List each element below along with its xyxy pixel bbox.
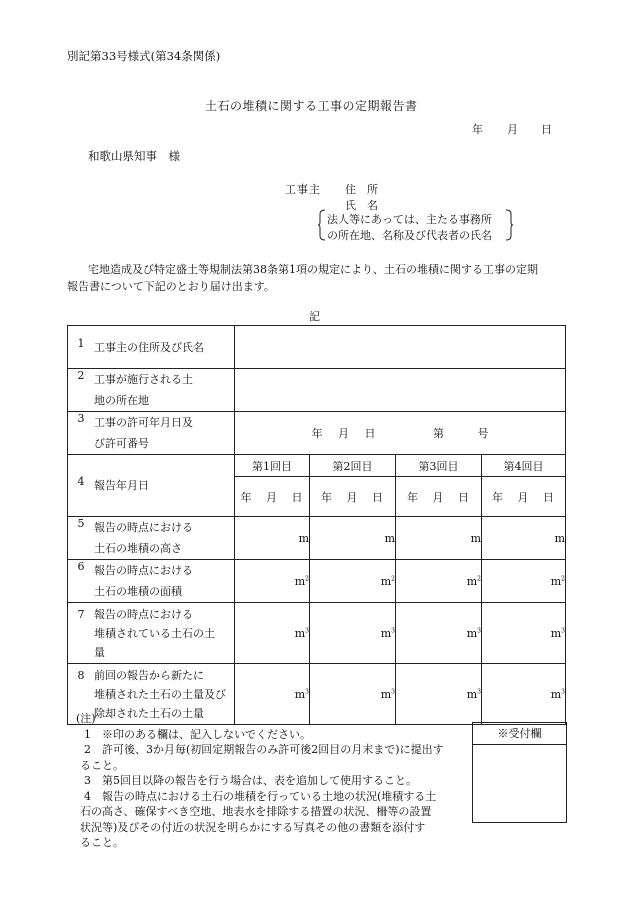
note-4b: 石の高さ、確保すべき空地、地表水を排除する措置の状況、柵等の設置 [80, 805, 432, 818]
note-3: 3 第5回目以降の報告を行う場合は、表を追加して使用すること。 [84, 774, 417, 787]
row-label-line1: 工事の許可年月日及 [94, 416, 193, 429]
table-row [68, 326, 566, 369]
unit-sup: 3 [561, 687, 565, 695]
address-label: 住 所 [345, 183, 378, 196]
unit-sup: 3 [305, 687, 309, 695]
row-number: 1 [77, 336, 85, 350]
ymd-year: 年 [407, 490, 419, 504]
area-cell[interactable] [482, 560, 566, 603]
row-label-line2: 土石の堆積の面積 [94, 585, 182, 598]
unit-m: m [466, 574, 478, 588]
volume-cell[interactable] [235, 603, 310, 664]
row-label-line1: 報告の時点における [94, 521, 193, 534]
right-bracket [505, 209, 513, 241]
unit-m: m [550, 626, 562, 640]
row-label-line3: 量 [94, 645, 105, 659]
row-label [68, 369, 235, 412]
report-table [67, 325, 566, 725]
notes-section [76, 711, 470, 851]
height-cell[interactable] [235, 517, 310, 560]
report-col-2: 第2回目 [310, 455, 396, 477]
ymd-day: 日 [372, 490, 384, 504]
height-cell[interactable] [482, 517, 566, 560]
date-day: 日 [541, 123, 552, 136]
unit-m: m [470, 531, 481, 545]
unit-sup: 3 [391, 626, 395, 634]
row-number: 5 [77, 517, 85, 530]
row-label-line2: 堆積されている土石の土 [94, 626, 215, 640]
applicant-role: 工事主 [285, 183, 321, 196]
unit-m: m [294, 574, 306, 588]
form-label: 別記第33号様式(第34条関係) [67, 49, 221, 63]
permit-date-number-cell[interactable] [235, 412, 566, 455]
unit-m: m [298, 531, 309, 545]
table-row [68, 412, 566, 455]
table-row [68, 369, 566, 412]
table-row [68, 455, 566, 477]
ymd-month: 月 [266, 490, 278, 504]
ymd-year: 年 [240, 490, 253, 504]
permit-number-suffix: 号 [477, 427, 489, 440]
ymd-month: 月 [432, 490, 445, 504]
unit-sup: 3 [391, 687, 395, 695]
table-row [68, 517, 566, 560]
ymd-year: 年 [321, 490, 333, 504]
unit-sup: 2 [305, 574, 309, 582]
row-label-line1: 工事主の住所及び氏名 [94, 340, 204, 354]
row-number: 3 [77, 412, 85, 425]
report-col-4: 第4回目 [482, 455, 566, 477]
unit-sup: 3 [305, 626, 309, 634]
row-label-line1: 報告年月日 [94, 479, 149, 492]
document-title: 土石の堆積に関する工事の定期報告書 [205, 99, 418, 113]
area-cell[interactable] [235, 560, 310, 603]
receipt-label: ※受付欄 [473, 723, 566, 745]
note-2b: ること。 [80, 758, 124, 772]
site-location-cell[interactable] [235, 369, 566, 412]
permit-year: 年 [311, 427, 323, 440]
corporate-note-line1: 法人等にあっては、主たる事務所 [327, 213, 492, 226]
unit-m: m [294, 687, 306, 701]
unit-m: m [380, 626, 392, 640]
unit-sup: 2 [561, 574, 565, 582]
unit-m: m [294, 626, 306, 640]
row-label [68, 326, 235, 369]
row-label [68, 603, 235, 664]
row-label-line2: 堆積された土石の土量及び [94, 687, 226, 701]
area-cell[interactable] [396, 560, 482, 603]
report-date-4[interactable] [482, 477, 566, 517]
report-col-1: 第1回目 [235, 455, 310, 477]
unit-sup: 3 [477, 626, 481, 634]
row-label-line1: 報告の時点における [94, 607, 193, 621]
unit-m: m [384, 531, 395, 545]
report-date-1[interactable] [235, 477, 310, 517]
row-label-line1: 工事が施行される土 [94, 373, 193, 386]
row-label-line2: び許可番号 [94, 437, 149, 450]
permit-month: 月 [338, 427, 349, 440]
body-text-line1: 宅地造成及び特定盛土等規制法第38条第1項の規定により、土石の堆積に関する工事の定期 [88, 263, 538, 276]
height-cell[interactable] [310, 517, 396, 560]
unit-sup: 3 [477, 687, 481, 695]
row-number: 6 [77, 560, 85, 573]
report-date-3[interactable] [396, 477, 482, 517]
unit-sup: 2 [391, 574, 395, 582]
note-2a: 2 許可後、3か月毎(初回定期報告のみ許可後2回目の月末まで)に提出す [84, 743, 444, 756]
note-4a: 4 報告の時点における土石の堆積を行っている土地の状況(堆積する土 [84, 789, 437, 803]
row-number: 4 [77, 475, 85, 488]
report-date-2[interactable] [310, 477, 396, 517]
unit-m: m [554, 531, 565, 545]
ymd-day: 日 [543, 490, 555, 504]
row-label [68, 412, 235, 455]
row-label [68, 455, 235, 517]
left-bracket [318, 209, 326, 241]
unit-sup: 2 [477, 574, 481, 582]
unit-m: m [380, 574, 392, 588]
row-number: 7 [77, 607, 85, 621]
change-volume-cell[interactable] [482, 664, 566, 725]
unit-m: m [466, 687, 478, 701]
note-4d: ること。 [80, 836, 124, 849]
ymd-day: 日 [458, 490, 470, 504]
unit-m: m [550, 574, 562, 588]
row-label-line1: 報告の時点における [94, 564, 193, 577]
body-text-line2: 報告書について下記のとおり届け出ます。 [67, 280, 275, 293]
row-label [68, 517, 235, 560]
date-year: 年 [472, 123, 483, 136]
height-cell[interactable] [396, 517, 482, 560]
applicant-address-name-cell[interactable] [235, 326, 566, 369]
row-label-line3: 除却された土石の土量 [94, 706, 204, 720]
name-label: 氏 名 [345, 199, 378, 212]
date-month: 月 [507, 123, 518, 136]
notes-heading: (注) [76, 712, 96, 725]
ymd-year: 年 [492, 490, 504, 504]
row-label-line2: 地の所在地 [94, 394, 149, 407]
volume-cell[interactable] [396, 603, 482, 664]
ymd-day: 日 [291, 490, 304, 504]
unit-m: m [550, 687, 562, 701]
permit-day: 日 [364, 427, 376, 440]
table-row [68, 560, 566, 603]
unit-m: m [380, 687, 392, 701]
ki-heading: 記 [309, 310, 320, 323]
ymd-month: 月 [346, 490, 359, 504]
note-4c: 状況等)及びその付近の状況を明らかにする写真その他の書類を添付す [80, 820, 426, 834]
row-label-line1: 前回の報告から新たに [94, 668, 204, 682]
row-label-line2: 土石の堆積の高さ [94, 542, 182, 555]
table-row [68, 603, 566, 664]
report-col-3: 第3回目 [396, 455, 482, 477]
addressee: 和歌山県知事 様 [88, 149, 180, 163]
note-1: 1 ※印のある欄は、記入しないでください。 [84, 727, 311, 741]
row-number: 2 [77, 369, 85, 382]
row-label [68, 560, 235, 603]
area-cell[interactable] [310, 560, 396, 603]
row-number: 8 [77, 668, 85, 682]
corporate-note-line2: の所在地、名称及び代表者の氏名 [327, 229, 492, 242]
ymd-month: 月 [517, 490, 530, 504]
receipt-box [472, 722, 567, 823]
unit-sup: 3 [561, 626, 565, 634]
volume-cell[interactable] [482, 603, 566, 664]
permit-number-prefix: 第 [433, 427, 444, 440]
unit-m: m [466, 626, 478, 640]
volume-cell[interactable] [310, 603, 396, 664]
